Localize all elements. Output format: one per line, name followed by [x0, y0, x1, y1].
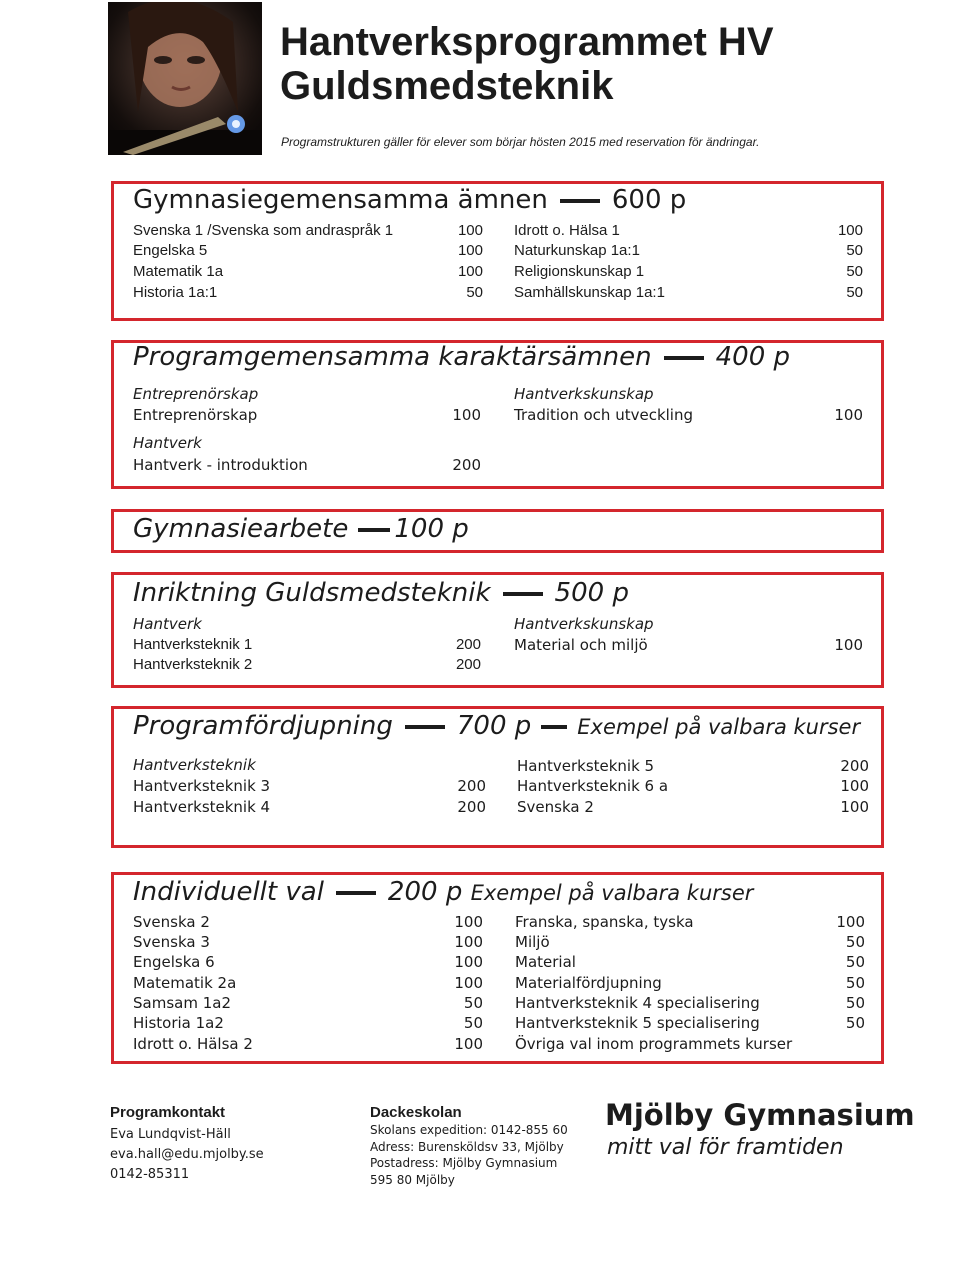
inr-title: Inriktning Guldsmedsteknik [133, 578, 491, 608]
title-line-1: Hantverksprogrammet HV [280, 20, 774, 64]
list-item: Hantverksteknik 5 specialisering 50 [515, 1014, 865, 1032]
contact-heading: Programkontakt [110, 1104, 226, 1121]
inr-points: 500 p [554, 578, 629, 608]
heading-dash [405, 725, 445, 729]
list-item: Hantverksteknik 1 200 [133, 636, 481, 653]
contact-name: Eva Lundqvist-Häll [110, 1127, 231, 1142]
arbete-section-heading [133, 514, 469, 544]
list-item: Hantverksteknik 6 a 100 [517, 777, 869, 795]
heading-dash [503, 592, 543, 596]
list-item: Idrott o. Hälsa 1 100 [514, 222, 863, 239]
list-item: Svenska 2 100 [517, 798, 869, 816]
list-item: Franska, spanska, tyska 100 [515, 913, 865, 931]
list-item: Samhällskunskap 1a:1 50 [514, 284, 863, 301]
list-item: Hantverksteknik 4 specialisering 50 [515, 994, 865, 1012]
list-item: Hantverksteknik 5 200 [517, 757, 869, 775]
brand-tagline: mitt val för framtiden [607, 1135, 844, 1160]
list-item: Svenska 3 100 [133, 933, 483, 951]
fordj-points: 700 p [456, 711, 532, 741]
list-item: Materialfördjupning 50 [515, 974, 865, 992]
list-item: Religionskunskap 1 50 [514, 263, 863, 280]
list-item: Övriga val inom programmets kurser [515, 1035, 793, 1053]
arbete-title: Gymnasiearbete [133, 514, 349, 544]
school-line: Adress: Burensköldsv 33, Mjölby [370, 1140, 564, 1154]
group-label-hantverk: Hantverk [133, 434, 202, 452]
gym-points: 600 p [611, 185, 687, 215]
prog-section-heading [133, 342, 790, 372]
group-label-entreprenorskap: Entreprenörskap [133, 385, 259, 403]
list-item: Svenska 2 100 [133, 913, 483, 931]
welder-photo-image [108, 2, 262, 155]
fordj-title: Programfördjupning [133, 711, 393, 741]
list-item: Matematik 2a 100 [133, 974, 483, 992]
group-label-hantverksteknik: Hantverksteknik [133, 756, 256, 774]
contact-email[interactable]: eva.hall@edu.mjolby.se [110, 1147, 264, 1162]
list-item: Historia 1a:1 50 [133, 284, 483, 301]
list-item: Tradition och utveckling 100 [514, 406, 863, 424]
list-item: Entreprenörskap 100 [133, 406, 481, 424]
list-item: Hantverk - introduktion 200 [133, 456, 481, 474]
group-label-hantverkskunskap: Hantverkskunskap [514, 385, 654, 403]
brand-logo-text: Mjölby Gymnasium [605, 1098, 915, 1132]
school-heading: Dackeskolan [370, 1104, 462, 1121]
school-line: Skolans expedition: 0142-855 60 [370, 1123, 568, 1137]
heading-dash [336, 891, 376, 895]
prog-title: Programgemensamma karaktärsämnen [133, 342, 652, 372]
list-item: Material och miljö 100 [514, 636, 863, 654]
indiv-note: Exempel på valbara kurser [470, 881, 754, 905]
list-item: Engelska 5 100 [133, 242, 483, 259]
list-item: Svenska 1 /Svenska som andraspråk 1 100 [133, 222, 483, 239]
school-line: 595 80 Mjölby [370, 1173, 455, 1187]
page-title [280, 20, 940, 108]
list-item: Samsam 1a2 50 [133, 994, 483, 1012]
fordj-section-heading [133, 711, 860, 741]
gym-section-heading [133, 185, 686, 215]
list-item: Hantverksteknik 2 200 [133, 656, 481, 673]
list-item: Engelska 6 100 [133, 953, 483, 971]
list-item: Material 50 [515, 953, 865, 971]
page-subtitle: Programstrukturen gäller för elever som börjar hösten 2015 med reservation för ändringar. [281, 135, 760, 149]
heading-dash [358, 528, 390, 532]
list-item: Miljö 50 [515, 933, 865, 951]
list-item: Hantverksteknik 4 200 [133, 798, 486, 816]
school-line: Postadress: Mjölby Gymnasium [370, 1156, 558, 1170]
header-photo [108, 2, 262, 155]
heading-dash [664, 356, 704, 360]
contact-phone: 0142-85311 [110, 1167, 190, 1182]
list-item: Matematik 1a 100 [133, 263, 483, 280]
heading-dash [560, 199, 600, 203]
indiv-section-heading [133, 877, 753, 907]
indiv-points: 200 p [387, 877, 463, 907]
list-item: Naturkunskap 1a:1 50 [514, 242, 863, 259]
title-line-2: Guldsmedsteknik [280, 64, 614, 108]
prog-points: 400 p [715, 342, 791, 372]
inr-section-heading [133, 578, 629, 608]
gym-title: Gymnasiegemensamma ämnen [133, 185, 548, 215]
list-item: Hantverksteknik 3 200 [133, 777, 486, 795]
fordj-note: Exempel på valbara kurser [577, 715, 861, 739]
heading-dash [541, 725, 567, 729]
list-item: Idrott o. Hälsa 2 100 [133, 1035, 483, 1053]
indiv-title: Individuellt val [133, 877, 324, 907]
group-label-hantverk: Hantverk [133, 615, 202, 633]
group-label-hantverkskunskap: Hantverkskunskap [514, 615, 654, 633]
arbete-points: 100 p [394, 514, 469, 544]
list-item: Historia 1a2 50 [133, 1014, 483, 1032]
